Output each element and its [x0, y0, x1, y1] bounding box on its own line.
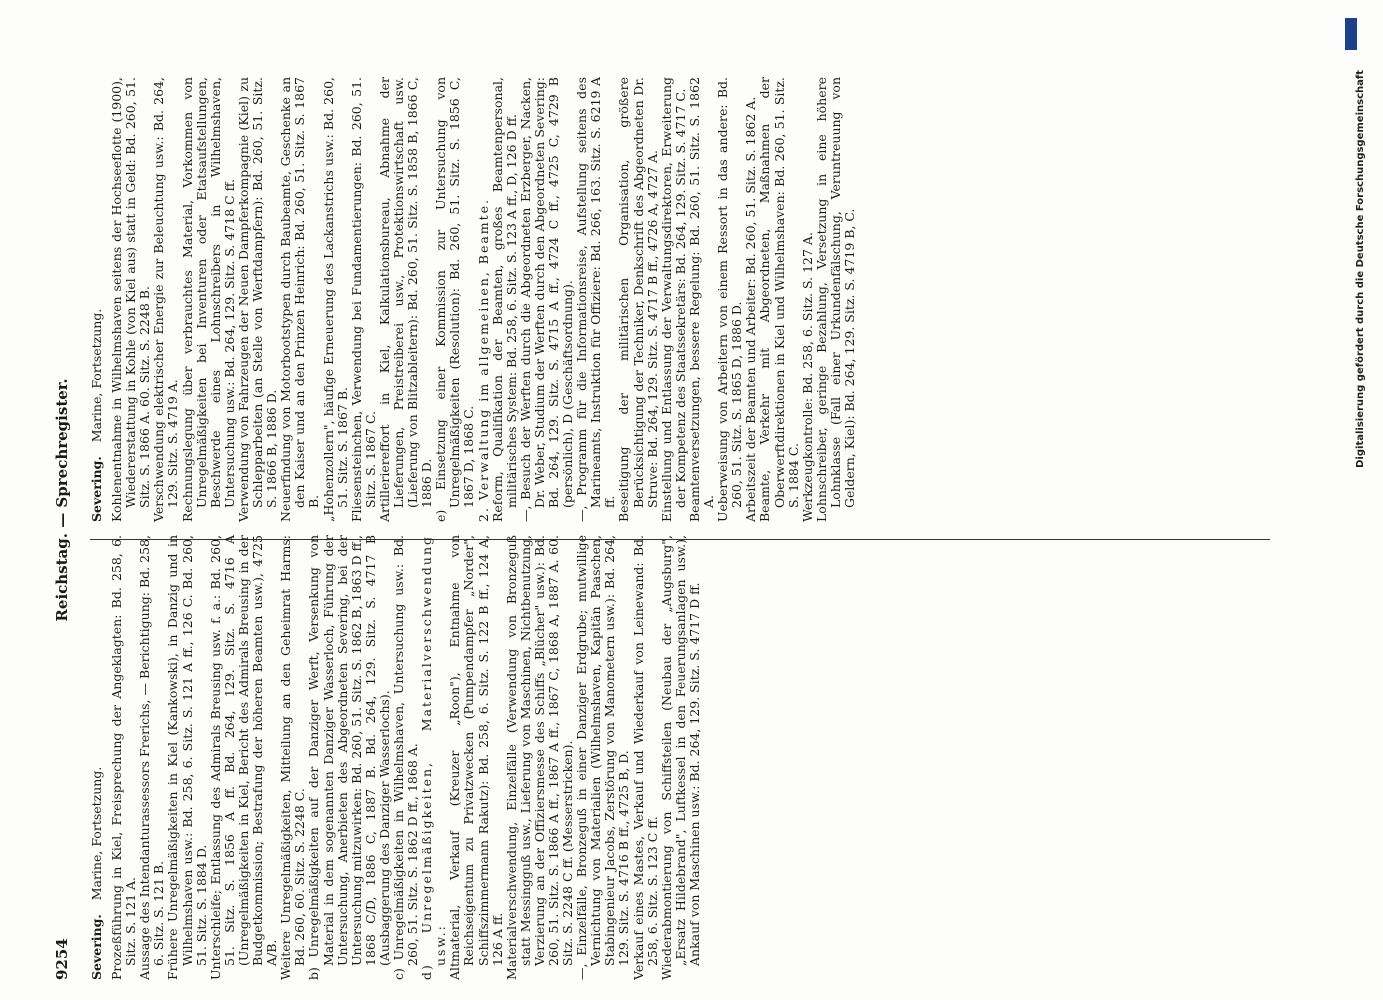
- credit-text: Digitalisierung gefördert durch die Deutsche Forschungsgemeinschaft: [1355, 70, 1366, 468]
- register-entry: Ueberweisung von Arbeitern von einem Ressort in das andere: Bd. 260, 51. Sitz. S. 1865 D, 1886 D.: [715, 77, 745, 522]
- dfg-logo: [1345, 18, 1357, 50]
- register-entry: Verkauf eines Mastes, Verkauf und Wiederkauf von Leinewand: Bd. 258, 6. Sitz. S. 123 C ff.: [630, 535, 660, 980]
- left-column-heading: [90, 535, 104, 980]
- register-entry: Rechnungslegung über verbrauchtes Material, Vorkommen von Unregelmäßigkeiten bei Inventuren oder Etatsaufstellungen, Beschwerde eines Lohnschreibers in Wilhelmshaven, Untersuchung usw.: Bd. 264, 129. Sitz. S. 4718 C ff.: [179, 77, 237, 522]
- register-entry: —, Programm für die Informationsreise, Aufstellung seitens des Marineamts, Instruktion für Offiziere: Bd. 266, 163. Sitz. S. 6219 A ff.: [574, 77, 618, 522]
- speaker-name: Severing.: [89, 456, 104, 522]
- page-header: [55, 20, 75, 980]
- register-entry: Altmaterial, Verkauf (Kreuzer „Roon"), Entnahme von Reichseigentum zu Privatzwecken (Pumpendampfer „Norder", Schiffszimmermann Rakutz): Bd. 258, 6. Sitz. S. 122 B ff., 124 A, 126 A ff.: [447, 535, 505, 980]
- register-entry: Lohnschreiber, geringe Bezahlung, Versetzung in eine höhere Lohnklasse (Fall einer Urkundenfälschung, Veruntreuung von Geldern, Kiel): Bd. 264, 129. Sitz. S. 4719 B, C.: [813, 77, 857, 522]
- register-entry: Verwendung von Fahrzeugen der Neuen Dampferkompagnie (Kiel) zu Schlepparbeiten (an Stelle von Werftdampfern): Bd. 260, 51. Sitz. S. 1866 B, 1886 D.: [235, 77, 280, 522]
- register-entry: Beamtenversetzungen, bessere Regelung: Bd. 260, 51. Sitz. S. 1862 A.: [686, 77, 717, 522]
- register-entry: Prozeßführung in Kiel, Freisprechung der Angeklagten: Bd. 258, 6. Sitz. S. 121 A.: [109, 535, 139, 980]
- right-column-heading: [90, 77, 104, 522]
- left-column: [90, 535, 702, 980]
- register-entry: Materialverschwendung, Einzelfälle (Verwendung von Bronzeguß statt Messingguß usw., Lieferung von Maschinen, Nichtbenutzung, Verzierung an der Offiziersmesse des Schiffs „Blücher" usw.): Bd. 260, 51. Sitz. S. 1866 A ff., 1867 A ff., 1867 C, 1868 A, 1887 A. 60. Sitz. S. 2248 C ff. (Messerstricken).: [503, 535, 576, 980]
- register-subheading: d) Unregelmäßigkeiten, Materialverschwendung usw.:: [419, 535, 449, 980]
- register-entry: Kohlenentnahme in Wilhelmshaven seitens der Hochseeflotte (1900), Wiedererstattung in Kohle (von Kiel aus) statt in Geld: Bd. 260, 51. Sitz. S. 1866 A. 60. Sitz. S. 2248 B.: [109, 77, 153, 522]
- speaker-name: Severing.: [89, 914, 104, 980]
- register-entry: Beamte, Verkehr mit Abgeordneten, Maßnahmen der Oberwerftdirektionen in Kiel und Wilhelmshaven: Bd. 260, 51. Sitz. S. 1884 C.: [757, 77, 801, 522]
- register-entry: Einstellung und Entlassung der Verwaltungsdirektoren, Erweiterung der Kompetenz des Staatssekretärs: Bd. 264, 129. Sitz. S. 4717 C.: [658, 77, 688, 522]
- register-entry: Neuerfindung von Motorbootstypen durch Baubeamte, Geschenke an den Kaiser und an den Prinzen Heinrich: Bd. 260, 51. Sitz. S. 1867 B.: [278, 77, 322, 522]
- right-column: [90, 77, 857, 522]
- register-entry: Fliesensteinchen, Verwendung bei Fundamentierungen: Bd. 260, 51. Sitz. S. 1867 C.: [348, 77, 378, 522]
- register-entry: Verschwendung elektrischer Energie zur Beleuchtung usw.: Bd. 264, 129. Sitz. S. 4719 A.: [151, 77, 181, 522]
- register-entry: Werkzeugkontrolle: Bd. 258, 6. Sitz. S. 127 A.: [799, 232, 815, 522]
- register-subheading: 2. Verwaltung im allgemeinen, Beamte.: [475, 197, 491, 522]
- register-entry: —, Einzelfälle, Bronzeguß in einer Danziger Erdgrube; mutwillige Vernichtung von Materialien (Wilhelmshaven, Kapitän Paaschen, Stabingenieur Jacobs, Zerstörung von Manometern usw.): Bd. 264, 129. Sitz. S. 4716 B ff., 4725 B, D.: [574, 535, 632, 980]
- register-entry: b) Unregelmäßigkeiten auf der Danziger Werft, Versenkung von Material in dem sogenannten Danziger Wasserloch, Führung der Untersuchung, Anerbieten des Abgeordneten Severing, bei der Untersuchung mitzuwirken: Bd. 260, 51. Sitz. S. 1862 B, 1863 D ff., 1868 C/D, 1886 C, 1887 B. Bd. 264, 129. Sitz. S. 4717 B (Ausbaggerung des Danziger Wasserlochs).: [306, 535, 392, 980]
- register-entry: —, Besuch der Werften durch die Abgeordneten Erzberger, Nacken, Dr. Weber, Studium der Werften durch den Abgeordneten Severing: Bd. 264, 129. Sitz. S. 4715 A ff., 4724 C ff., 4725 C, 4729 B (persönlich), D (Geschäftsordnung).: [517, 77, 576, 522]
- register-entry: Artilleriereffort in Kiel, Kalkulationsbureau, Abnahme der Lieferungen, Preistreiberei usw., Protektionswirtschaft usw. (Lieferung von Blitzableitern): Bd. 260, 51. Sitz. S. 1858 B, 1866 C, 1886 D.: [376, 77, 435, 522]
- register-entry: Frühere Unregelmäßigkeiten in Kiel (Kankowski), in Danzig und in Wilhelmshaven usw.: Bd. 258, 6. Sitz. S. 121 A ff., 126 C. Bd. 260, 51. Sitz. S. 1884 D.: [165, 535, 209, 980]
- register-entry: Beseitigung der militärischen Organisation, größere Berücksichtigung der Techniker, Denkschrift des Abgeordneten Dr. Struve: Bd. 264, 129. Sitz. S. 4717 B ff., 4726 A, 4727 A.: [616, 77, 660, 522]
- register-entry: „Hohenzollern", häufige Erneuerung des Lackanstrichs usw.: Bd. 260, 51. Sitz. S. 1867 B.: [320, 77, 350, 522]
- register-entry: Wiederabmontierung von Schiffsteilen (Neubau der „Augsburg", „Ersatz Hildebrand", Luftkessel in den Feuerungsanlagen usw.), Ankauf von Maschinen usw.: Bd. 264, 129. Sitz. S. 4717 D ff.: [658, 535, 702, 980]
- register-entry: Reform, Qualifikation der Beamten, großes Beamtenpersonal, militärisches System: Bd. 258, 6. Sitz. S. 123 A ff., D, 126 D ff.: [489, 77, 519, 522]
- register-entry: c) Unregelmäßigkeiten in Wilhelmshaven, Untersuchung usw.: Bd. 260, 51. Sitz. S. 1862 D ff., 1868 A.: [390, 535, 421, 980]
- register-entry: Weitere Unregelmäßigkeiten, Mitteilung an den Geheimrat Harms: Bd. 260, 60. Sitz. S. 2248 C.: [278, 535, 308, 980]
- digitization-credit: [1343, 10, 1383, 990]
- register-entry: e) Einsetzung einer Kommission zur Untersuchung von Unregelmäßigkeiten (Resolution): Bd. 260, 51. Sitz. S. 1856 C, 1867 D, 1868 C.: [433, 77, 477, 522]
- register-entry: Aussage des Intendanturassessors Frerichs, — Berichtigung: Bd. 258, 6. Sitz. S. 121 B.: [137, 535, 167, 980]
- section-title: Marine, Fortsetzung.: [89, 766, 104, 901]
- page-number: 9254: [53, 938, 71, 980]
- section-title: Marine, Fortsetzung.: [89, 308, 104, 443]
- register-entry: Unterschleife; Entlassung des Admirals Breusing usw. f. a.: Bd. 260, 51. Sitz. S. 1856 A ff. Bd. 264, 129. Sitz. S. 4716 A (Unregelmäßigkeiten in Kiel, Bericht des Admirals Breusing in der Budgetkommission; Bestrafung der höheren Beamten usw.), 4725 A/B.: [207, 535, 280, 980]
- running-title: Reichstag. — Sprechregister.: [53, 378, 71, 622]
- register-entry: Arbeitszeit der Beamten und Arbeiter: Bd. 260, 51. Sitz. S. 1862 A.: [743, 96, 759, 522]
